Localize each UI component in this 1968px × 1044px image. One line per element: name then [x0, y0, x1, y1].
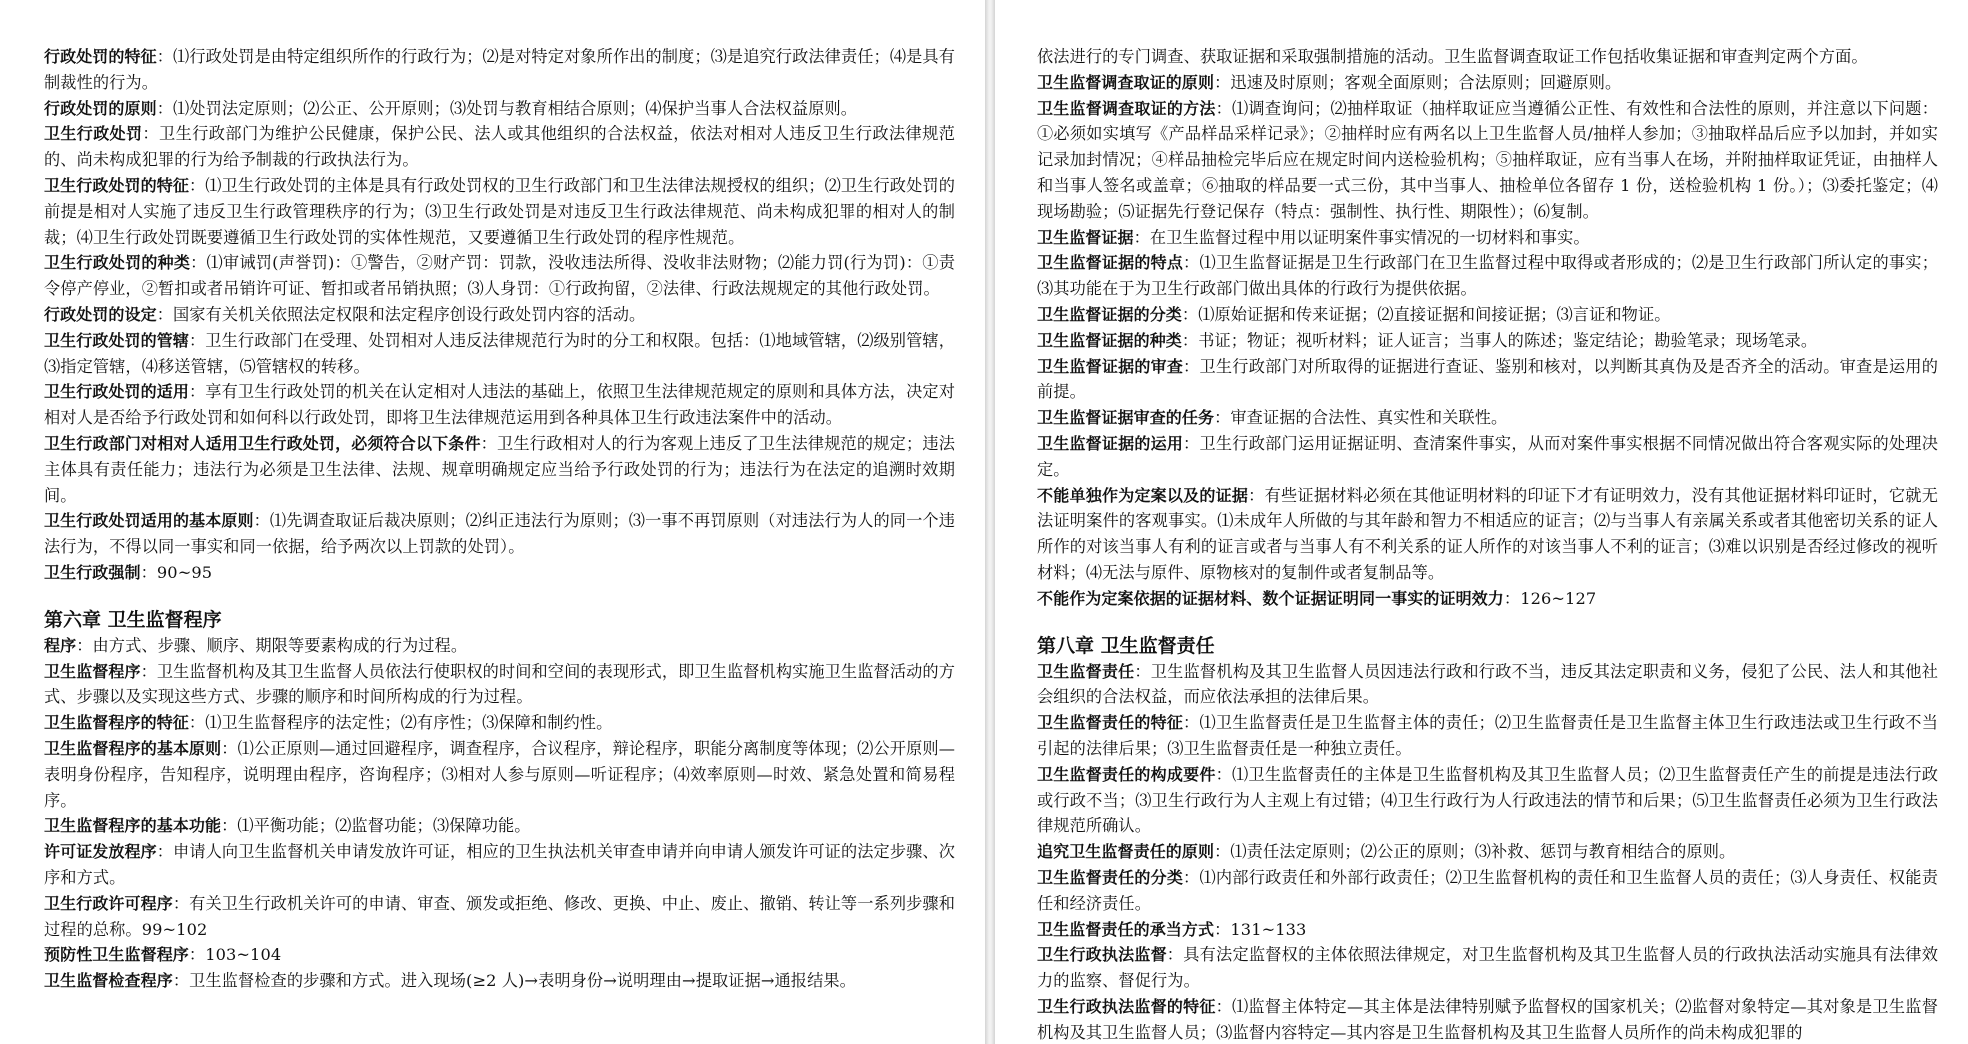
term-label: 卫生监督责任的特征 — [1037, 713, 1184, 733]
definition-text: ：卫生监督机构及其卫生监督人员因违法行政和行政不当，违反其法定职责和义务，侵犯了公民、法人和其他社会组织的合法权益，而应依法承担的法律后果。 — [1037, 661, 1938, 707]
term-label: 卫生监督责任的分类 — [1037, 867, 1184, 887]
definition-paragraph — [44, 968, 955, 994]
term-label: 卫生监督责任 — [1037, 661, 1135, 681]
definition-text: ：⑴审诫罚(声誉罚)：①警告，②财产罚：罚款，没收违法所得、没收非法财物；⑵能力罚(行为罚)：①责令停产停业，②暂扣或者吊销许可证、暂扣或者吊销执照；⑶人身罚：①行政拘留，②法律、行政法规规定的其他行政处罚。 — [44, 253, 955, 299]
definition-text: ：卫生行政相对人的行为客观上违反了卫生法律规范的规定；违法主体具有责任能力；违法行为必须是卫生法律、法规、规章明确规定应当给予行政处罚的行为；违法行为在法定的追溯时效期间。 — [44, 433, 956, 505]
definition-text: ：⑴内部行政责任和外部行政责任；⑵卫生监督机构的责任和卫生监督人员的责任；⑶人身责任、权能责任和经济责任。 — [1037, 867, 1938, 913]
definition-text: ：享有卫生行政处罚的机关在认定相对人违法的基础上，依照卫生法律规范规定的原则和具体方法，决定对相对人是否给予行政处罚和如何科以行政处罚，即将卫生法律规范运用到各种具体卫生行政违法案件中的活动。 — [44, 382, 955, 428]
definition-text: ：103~104 — [188, 945, 282, 965]
definition-paragraph — [1037, 328, 1938, 354]
chapter-heading: 第八章 卫生监督责任 — [1037, 634, 1215, 657]
term-label: 卫生行政处罚的种类 — [44, 253, 191, 273]
definition-paragraph — [44, 96, 955, 122]
definition-text: ：90~95 — [140, 562, 213, 582]
definition-paragraph — [1037, 586, 1938, 612]
definition-paragraph — [1037, 302, 1938, 328]
definition-paragraph — [1037, 483, 1938, 586]
definition-text: ：迅速及时原则；客观全面原则；合法原则；回避原则。 — [1214, 72, 1622, 92]
definition-text: ：⑴卫生监督责任是卫生监督主体的责任；⑵卫生监督责任是卫生监督主体卫生行政违法或卫生行政不当引起的法律后果；⑶卫生监督责任是一种独立责任。 — [1037, 713, 1938, 758]
definition-text: ：126~127 — [1503, 588, 1597, 608]
definition-paragraph — [44, 942, 955, 968]
definition-paragraph — [1037, 44, 1938, 70]
definition-text: ：卫生行政部门对所取得的证据进行查证、鉴别和核对，以判断其真伪及是否齐全的活动。审查是运用的前提。 — [1037, 356, 1938, 402]
definition-text: ：卫生监督机构及其卫生监督人员依法行使职权的时间和空间的表现形式，即卫生监督机构实施卫生监督活动的方式、步骤以及实现这些方式、步骤的顺序和时间所构成的行为过程。 — [44, 661, 955, 707]
definition-paragraph — [44, 560, 955, 586]
definition-paragraph — [44, 250, 955, 302]
chapter-heading: 第六章 卫生监督程序 — [44, 608, 222, 631]
definition-paragraph — [1037, 431, 1938, 483]
term-label: 卫生行政强制 — [44, 562, 141, 582]
definition-paragraph — [44, 121, 955, 173]
definition-text: ：国家有关机关依照法定权限和法定程序创设行政处罚内容的活动。 — [156, 304, 646, 324]
definition-paragraph — [44, 813, 955, 839]
term-label: 卫生监督证据的分类 — [1037, 304, 1182, 324]
term-label: 卫生行政处罚 — [44, 124, 143, 144]
definition-paragraph — [1037, 96, 1938, 225]
term-label: 卫生监督证据审查的任务 — [1037, 408, 1215, 428]
definition-paragraph — [44, 736, 955, 813]
document-page-right — [995, 0, 1968, 1044]
definition-paragraph — [1037, 659, 1938, 711]
definition-paragraph — [1037, 917, 1938, 943]
term-label: 不能单独作为定案以及的证据 — [1037, 485, 1249, 505]
definition-text: ：卫生行政部门为维护公民健康，保护公民、法人或其他组织的合法权益，依法对相对人违反卫生行政法律规范的、尚未构成犯罪的行为给予制裁的行政执法行为。 — [44, 124, 955, 170]
definition-text: ：书证；物证；视听材料；证人证言；当事人的陈述；鉴定结论；勘验笔录；现场笔录。 — [1181, 330, 1818, 350]
term-label: 卫生行政执法监督的特征 — [1037, 996, 1216, 1016]
definition-paragraph — [44, 659, 955, 711]
definition-text: ：由方式、步骤、顺序、期限等要素构成的行为过程。 — [76, 635, 468, 655]
definition-text: ：卫生监督检查的步骤和方式。进入现场(≥2 人)→表明身份→说明理由→提取证据→通报结果。 — [172, 971, 856, 991]
term-label: 卫生行政处罚的特征 — [44, 175, 189, 195]
definition-paragraph — [1037, 354, 1938, 406]
definition-paragraph — [44, 328, 955, 380]
definition-paragraph — [1037, 250, 1938, 302]
definition-text: ：⑴公正原则—通过回避程序，调查程序，合议程序，辩论程序，职能分离制度等体现；⑵公开原则—表明身份程序，告知程序，说明理由程序，咨询程序；⑶相对人参与原则—听证程序；⑷效率原则—时效、紧急处置和简易程序。 — [44, 738, 955, 810]
definition-paragraph — [44, 44, 955, 96]
definition-text: ：申请人向卫生监督机关申请发放许可证，相应的卫生执法机关审查申请并向申请人颁发许可证的法定步骤、次序和方式。 — [44, 842, 955, 887]
definition-text: ：卫生行政部门运用证据证明、查清案件事实，从而对案件事实根据不同情况做出符合客观实际的处理决定。 — [1037, 433, 1938, 479]
term-label: 卫生行政部门对相对人适用卫生行政处罚，必须符合以下条件 — [44, 433, 481, 453]
definition-paragraph — [44, 431, 955, 508]
term-label: 行政处罚的设定 — [44, 304, 157, 324]
definition-paragraph — [1037, 225, 1938, 251]
definition-paragraph — [1037, 994, 1938, 1044]
page-gutter — [985, 0, 995, 1044]
definition-paragraph — [1037, 710, 1938, 762]
definition-paragraph — [44, 633, 955, 659]
definition-paragraph — [1037, 70, 1938, 96]
term-label: 卫生行政许可程序 — [44, 893, 173, 913]
term-label: 卫生监督证据的运用 — [1037, 433, 1184, 453]
definition-paragraph — [44, 302, 955, 328]
definition-text: ：⑴调查询问；⑵抽样取证（抽样取证应当遵循公正性、有效性和合法性的原则，并注意以下问题：①必须如实填写《产品样品采样记录》；②抽样时应有两名以上卫生监督人员/抽样人参加；③抽取样品后应予以加封，并如实记录加封情况；④样品抽检完毕后应在规定时间内送检验机构；⑤抽样取证，应有当事人在场，并附抽样取证凭证，由抽样人和当事人签名或盖章；⑥抽取的样品要一式三份，其中当事人、抽检单位各留存 1 份，送检验机构 1 份。）；⑶委托鉴定；⑷现场勘验；⑸证据先行登记保存（特点：强制性、执行性、期限性）；⑹复制。 — [1037, 98, 1938, 221]
definition-text: 依法进行的专门调查、获取证据和采取强制措施的活动。卫生监督调查取证工作包括收集证据和审查判定两个方面。 — [1037, 47, 1868, 66]
term-label: 卫生监督程序的特征 — [44, 713, 189, 733]
definition-paragraph — [44, 839, 955, 891]
term-label: 卫生行政处罚的适用 — [44, 382, 189, 402]
definition-paragraph — [44, 508, 955, 560]
term-label: 行政处罚的原则 — [44, 98, 157, 118]
definition-text: ：在卫生监督过程中用以证明案件事实情况的一切材料和事实。 — [1133, 227, 1590, 247]
definition-paragraph — [44, 891, 955, 943]
term-label: 行政处罚的特征 — [44, 47, 157, 66]
term-label: 程序 — [44, 635, 77, 655]
definition-text: ：⑴卫生行政处罚的主体是具有行政处罚权的卫生行政部门和卫生法律法规授权的组织；⑵卫生行政处罚的前提是相对人实施了违反卫生行政管理秩序的行为；⑶卫生行政处罚是对违反卫生行政法律规范、尚未构成犯罪的相对人的制裁；⑷卫生行政处罚既要遵循卫生行政处罚的实体性规范，又要遵循卫生行政处罚的程序性规范。 — [44, 175, 955, 247]
definition-paragraph — [1037, 942, 1938, 994]
definition-text: ：⑴监督主体特定—其主体是法律特别赋予监督权的国家机关；⑵监督对象特定—其对象是卫生监督机构及其卫生监督人员；⑶监督内容特定—其内容是卫生监督机构及其卫生监督人员所作的尚未构成犯罪的 — [1037, 996, 1938, 1042]
definition-text: ：卫生行政部门在受理、处罚相对人违反法律规范行为时的分工和权限。包括：⑴地域管辖，⑵级别管辖，⑶指定管辖，⑷移送管辖，⑸管辖权的转移。 — [44, 330, 955, 376]
definition-paragraph — [1037, 405, 1938, 431]
term-label: 卫生监督证据的审查 — [1037, 356, 1184, 376]
term-label: 不能作为定案依据的证据材料、数个证据证明同一事实的证明效力 — [1037, 588, 1504, 608]
definition-paragraph — [1037, 865, 1938, 917]
definition-paragraph — [1037, 839, 1938, 865]
definition-paragraph — [1037, 762, 1938, 839]
definition-paragraph — [44, 173, 955, 250]
definition-text: ：审查证据的合法性、真实性和关联性。 — [1214, 408, 1508, 428]
term-label: 追究卫生监督责任的原则 — [1037, 842, 1215, 862]
term-label: 卫生监督程序的基本功能 — [44, 816, 222, 836]
term-label: 卫生行政处罚适用的基本原则 — [44, 511, 254, 531]
term-label: 卫生监督责任的构成要件 — [1037, 764, 1216, 784]
term-label: 卫生行政执法监督 — [1037, 945, 1167, 965]
definition-text: ：⑴处罚法定原则；⑵公正、公开原则；⑶处罚与教育相结合原则；⑷保护当事人合法权益原则。 — [156, 98, 858, 118]
definition-text: ：⑴责任法定原则；⑵公正的原则；⑶补救、惩罚与教育相结合的原则。 — [1214, 842, 1736, 862]
term-label: 卫生行政处罚的管辖 — [44, 330, 189, 350]
term-label: 卫生监督证据的特点 — [1037, 253, 1184, 273]
term-label: 卫生监督程序 — [44, 661, 141, 681]
term-label: 卫生监督证据 — [1037, 227, 1134, 247]
definition-text: ：⑴原始证据和传来证据；⑵直接证据和间接证据；⑶言证和物证。 — [1181, 304, 1671, 324]
definition-text: ：⑴卫生监督证据是卫生行政部门在卫生监督过程中取得或者形成的；⑵是卫生行政部门所认定的事实；⑶其功能在于为卫生行政部门做出具体的行政行为提供依据。 — [1037, 253, 1938, 299]
term-label: 许可证发放程序 — [44, 842, 157, 862]
term-label: 卫生监督调查取证的方法 — [1037, 98, 1216, 118]
definition-text: ：131~133 — [1214, 919, 1307, 939]
definition-text: ：⑴卫生监督程序的法定性；⑵有序性；⑶保障和制约性。 — [188, 713, 613, 733]
definition-text: ：⑴卫生监督责任的主体是卫生监督机构及其卫生监督人员；⑵卫生监督责任产生的前提是违法行政或行政不当；⑶卫生行政行为人主观上有过错；⑷卫生行政行为人行政违法的情节和后果；⑸卫生监督责任必须为卫生行政法律规范所确认。 — [1037, 764, 1938, 836]
definition-text: ：⑴平衡功能；⑵监督功能；⑶保障功能。 — [221, 816, 531, 836]
term-label: 卫生监督程序的基本原则 — [44, 738, 222, 758]
term-label: 卫生监督证据的种类 — [1037, 330, 1182, 350]
term-label: 卫生监督调查取证的原则 — [1037, 72, 1215, 92]
definition-paragraph — [44, 710, 955, 736]
definition-text: ：有些证据材料必须在其他证明材料的印证下才有证明效力，没有其他证据材料印证时，它就无法证明案件的客观事实。⑴未成年人所做的与其年龄和智力不相适应的证言；⑵与当事人有亲属关系或者其他密切关系的证人所作的对该当事人有利的证言或者与当事人有不利关系的证人所作的对该当事人不利的证言；⑶难以识别是否经过修改的视听材料；⑷无法与原件、原物核对的复制件或者复制品等。 — [1037, 485, 1938, 582]
term-label: 预防性卫生监督程序 — [44, 945, 189, 965]
term-label: 卫生监督责任的承当方式 — [1037, 919, 1215, 939]
definition-text: ：具有法定监督权的主体依照法律规定，对卫生监督机构及其卫生监督人员的行政执法活动实施具有法律效力的监察、督促行为。 — [1037, 945, 1938, 991]
definition-paragraph — [44, 379, 955, 431]
definition-text: ：有关卫生行政机关许可的申请、审查、颁发或拒绝、修改、更换、中止、废止、撤销、转让等一系列步骤和过程的总称。99~102 — [44, 893, 955, 939]
definition-text: ：⑴行政处罚是由特定组织所作的行政行为；⑵是对特定对象所作出的制度；⑶是追究行政法律责任；⑷是具有制裁性的行为。 — [44, 47, 955, 92]
term-label: 卫生监督检查程序 — [44, 971, 173, 991]
definition-text: ：⑴先调查取证后裁决原则；⑵纠正违法行为原则；⑶一事不再罚原则（对违法行为人的同一个违法行为，不得以同一事实和同一依据，给予两次以上罚款的处罚）。 — [44, 511, 955, 557]
